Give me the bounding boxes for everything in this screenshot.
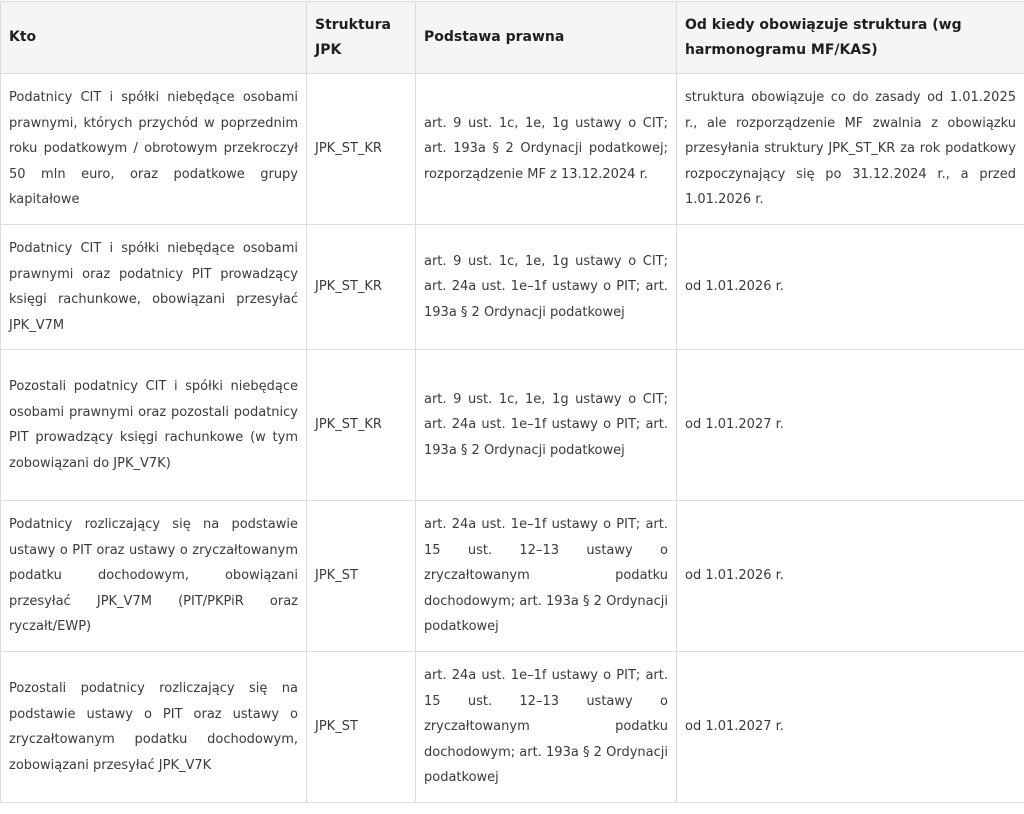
cell-effective-date: od 1.01.2026 r. xyxy=(677,501,1024,652)
header-legal-basis: Podstawa prawna xyxy=(416,2,677,74)
header-who: Kto xyxy=(1,2,307,74)
cell-legal-basis: art. 9 ust. 1c, 1e, 1g ustawy o CIT; art. 193a § 2 Ordynacji podatkowej; rozporządzenie MF z 13.12.2024 r. xyxy=(416,74,677,225)
cell-who: Podatnicy rozliczający się na podstawie ustawy o PIT oraz ustawy o zryczałtowanym podatku dochodowym, obowiązani przesyłać JPK_V7M (PIT/PKPiR oraz ryczałt/EWP) xyxy=(1,501,307,652)
header-structure: Struktura JPK xyxy=(307,2,416,74)
cell-legal-basis: art. 24a ust. 1e–1f ustawy o PIT; art. 15 ust. 12–13 ustawy o zryczałtowanym podatku dochodowym; art. 193a § 2 Ordynacji podatkowej xyxy=(416,501,677,652)
cell-structure: JPK_ST_KR xyxy=(307,225,416,350)
cell-structure: JPK_ST_KR xyxy=(307,74,416,225)
header-row xyxy=(1,2,1024,74)
cell-legal-basis: art. 9 ust. 1c, 1e, 1g ustawy o CIT; art. 24a ust. 1e–1f ustawy o PIT; art. 193a § 2 Ordynacji podatkowej xyxy=(416,225,677,350)
header-effective-date: Od kiedy obowiązuje struktura (wg harmonogramu MF/KAS) xyxy=(677,2,1024,74)
cell-structure: JPK_ST xyxy=(307,652,416,803)
cell-effective-date: od 1.01.2027 r. xyxy=(677,350,1024,501)
cell-who: Podatnicy CIT i spółki niebędące osobami prawnymi, których przychód w poprzednim roku podatkowym / obrotowym przekroczył 50 mln euro, oraz podatkowe grupy kapitałowe xyxy=(1,74,307,225)
cell-effective-date: struktura obowiązuje co do zasady od 1.01.2025 r., ale rozporządzenie MF zwalnia z obowiązku przesyłania struktury JPK_ST_KR za rok podatkowy rozpoczynający się po 31.12.2024 r., a przed 1.01.2026 r. xyxy=(677,74,1024,225)
cell-who: Pozostali podatnicy CIT i spółki niebędące osobami prawnymi oraz pozostali podatnicy PIT prowadzący księgi rachunkowe (w tym zobowiązani do JPK_V7K) xyxy=(1,350,307,501)
cell-effective-date: od 1.01.2027 r. xyxy=(677,652,1024,803)
table-header xyxy=(1,2,1024,74)
cell-legal-basis: art. 24a ust. 1e–1f ustawy o PIT; art. 15 ust. 12–13 ustawy o zryczałtowanym podatku dochodowym; art. 193a § 2 Ordynacji podatkowej xyxy=(416,652,677,803)
cell-structure: JPK_ST xyxy=(307,501,416,652)
table-row xyxy=(1,501,1024,652)
cell-who: Podatnicy CIT i spółki niebędące osobami prawnymi oraz podatnicy PIT prowadzący księgi rachunkowe, obowiązani przesyłać JPK_V7M xyxy=(1,225,307,350)
cell-effective-date: od 1.01.2026 r. xyxy=(677,225,1024,350)
jpk-structures-table xyxy=(0,1,1024,803)
cell-structure: JPK_ST_KR xyxy=(307,350,416,501)
table-row xyxy=(1,652,1024,803)
table-body xyxy=(1,74,1024,803)
table-row xyxy=(1,225,1024,350)
cell-who: Pozostali podatnicy rozliczający się na podstawie ustawy o PIT oraz ustawy o zryczałtowanym podatku dochodowym, zobowiązani przesyłać JPK_V7K xyxy=(1,652,307,803)
table-row xyxy=(1,350,1024,501)
cell-legal-basis: art. 9 ust. 1c, 1e, 1g ustawy o CIT; art. 24a ust. 1e–1f ustawy o PIT; art. 193a § 2 Ordynacji podatkowej xyxy=(416,350,677,501)
table-row xyxy=(1,74,1024,225)
